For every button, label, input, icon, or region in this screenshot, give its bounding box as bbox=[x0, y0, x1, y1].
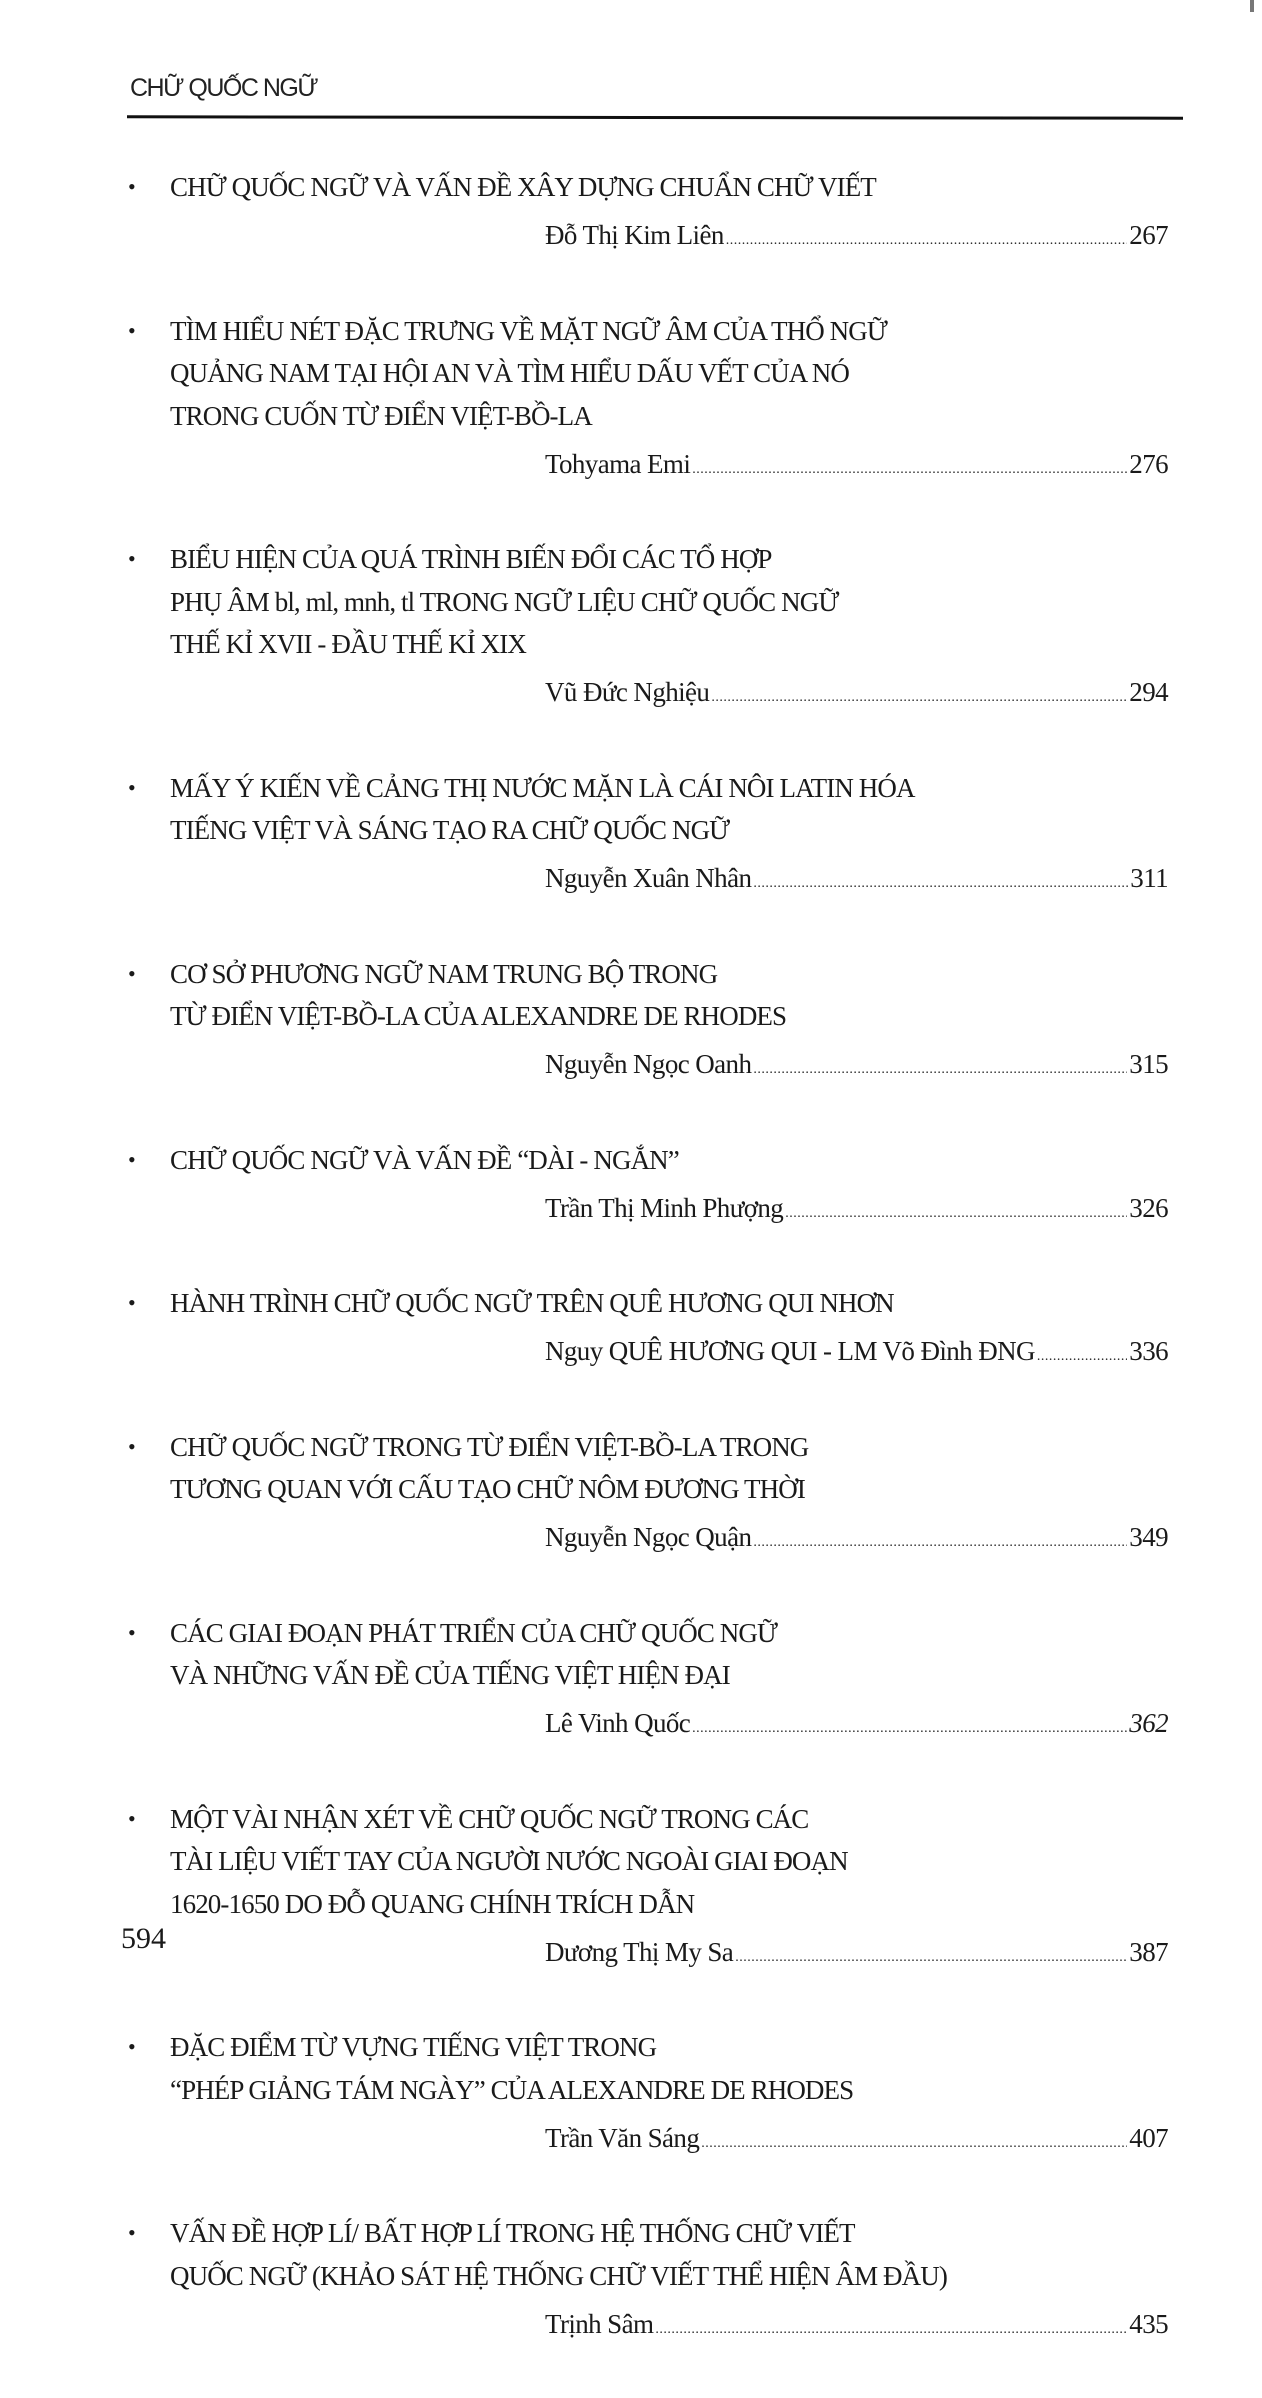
toc-entry bbox=[0, 1798, 1262, 1974]
toc-entry bbox=[0, 538, 1262, 714]
entry-author-row bbox=[545, 1330, 1168, 1373]
entry-title-line: HÀNH TRÌNH CHỮ QUỐC NGỮ TRÊN QUÊ HƯƠNG QUI NHƠN • bbox=[0, 1282, 1262, 1325]
dot-leader bbox=[735, 1937, 1127, 1980]
entry-author: Trịnh Sâm bbox=[545, 2308, 654, 2339]
entry-page-number: 336 bbox=[1129, 1336, 1168, 1366]
entry-author-row bbox=[545, 1931, 1168, 1974]
entry-author: Đỗ Thị Kim Liên bbox=[545, 220, 724, 250]
entry-title-line: VÀ NHỮNG VẤN ĐỀ CỦA TIẾNG VIỆT HIỆN ĐẠI bbox=[170, 1660, 730, 1690]
entry-title-line: QUỐC NGỮ (KHẢO SÁT HỆ THỐNG CHỮ VIẾT THỂ HIỆN ÂM ĐẦU) bbox=[170, 2260, 947, 2291]
entry-title-line: VẤN ĐỀ HỢP LÍ/ BẤT HỢP LÍ TRONG HỆ THỐNG CHỮ VIẾT • bbox=[0, 2212, 1262, 2255]
entry-title-line: CƠ SỞ PHƯƠNG NGỮ NAM TRUNG BỘ TRONG • bbox=[0, 953, 1262, 996]
bullet-icon: • bbox=[128, 960, 135, 986]
table-of-contents bbox=[0, 166, 1262, 2398]
dot-leader bbox=[1037, 1336, 1127, 1379]
entry-author: Nguyễn Ngọc Oanh bbox=[545, 1049, 752, 1079]
entry-title-line: CHỮ QUỐC NGỮ VÀ VẤN ĐỀ “DÀI - NGẮN” • bbox=[0, 1139, 1262, 1182]
entry-title-line: TÀI LIỆU VIẾT TAY CỦA NGƯỜI NƯỚC NGOÀI GIAI ĐOẠN bbox=[170, 1846, 848, 1876]
toc-entry bbox=[0, 1426, 1262, 1559]
toc-entry bbox=[0, 2026, 1262, 2159]
entry-page-number: 294 bbox=[1129, 677, 1168, 707]
entry-title-line: PHỤ ÂM bl, ml, mnh, tl TRONG NGỮ LIỆU CHỮ QUỐC NGỮ bbox=[170, 586, 839, 617]
entry-page-number: 435 bbox=[1129, 2308, 1168, 2339]
entry-author-row bbox=[545, 857, 1168, 900]
toc-entry bbox=[0, 2212, 1262, 2345]
dot-leader bbox=[692, 1708, 1127, 1751]
entry-title-line: TỪ ĐIỂN VIỆT-BỒ-LA CỦA ALEXANDRE DE RHODES bbox=[170, 1001, 787, 1031]
entry-title-line: TÌM HIỂU NÉT ĐẶC TRƯNG VỀ MẶT NGỮ ÂM CỦA THỔ NGỮ • bbox=[0, 310, 1262, 353]
toc-entry bbox=[0, 1612, 1262, 1745]
entry-title-line: “PHÉP GIẢNG TÁM NGÀY” CỦA ALEXANDRE DE RHODES bbox=[170, 2074, 854, 2105]
entry-page-number: 387 bbox=[1129, 1936, 1168, 1967]
entry-page-number: 407 bbox=[1129, 2122, 1168, 2153]
entry-author: Nguyễn Ngọc Quận bbox=[545, 1522, 752, 1552]
bullet-icon: • bbox=[128, 1619, 135, 1645]
entry-author: Vũ Đức Nghiệu bbox=[545, 677, 710, 707]
bullet-icon: • bbox=[128, 1433, 135, 1459]
entry-title-line: QUẢNG NAM TẠI HỘI AN VÀ TÌM HIỂU DẤU VẾT CỦA NÓ bbox=[170, 358, 849, 388]
entry-page-number: 326 bbox=[1129, 1192, 1168, 1223]
entry-author-row bbox=[545, 671, 1168, 714]
dot-leader bbox=[753, 863, 1128, 906]
entry-title-line: MỘT VÀI NHẬN XÉT VỀ CHỮ QUỐC NGỮ TRONG CÁC • bbox=[0, 1798, 1262, 1841]
entry-title-line: BIỂU HIỆN CỦA QUÁ TRÌNH BIẾN ĐỔI CÁC TỔ HỢP • bbox=[0, 538, 1262, 581]
entry-author: Nguy QUÊ HƯƠNG QUI - LM Võ Đình ĐNG bbox=[545, 1336, 1035, 1366]
entry-author: Trần Thị Minh Phượng bbox=[545, 1192, 784, 1223]
dot-leader bbox=[753, 1522, 1127, 1565]
entry-author: Trần Văn Sáng bbox=[545, 2122, 700, 2153]
entry-title-line: MẤY Ý KIẾN VỀ CẢNG THỊ NƯỚC MẶN LÀ CÁI NÔI LATIN HÓA • bbox=[0, 767, 1262, 810]
header-rule bbox=[127, 115, 1183, 119]
bullet-icon: • bbox=[128, 1146, 135, 1172]
entry-author-row bbox=[545, 1702, 1168, 1745]
entry-author-row bbox=[545, 1043, 1168, 1086]
toc-entry bbox=[0, 953, 1262, 1086]
entry-title-line: 1620-1650 DO ĐỖ QUANG CHÍNH TRÍCH DẪN bbox=[170, 1888, 695, 1919]
dot-leader bbox=[711, 677, 1127, 720]
entry-title-line: CHỮ QUỐC NGỮ TRONG TỪ ĐIỂN VIỆT-BỒ-LA TRONG • bbox=[0, 1426, 1262, 1469]
entry-title-line: ĐẶC ĐIỂM TỪ VỰNG TIẾNG VIỆT TRONG • bbox=[0, 2026, 1262, 2069]
entry-author-row bbox=[545, 2117, 1168, 2160]
dot-leader bbox=[692, 449, 1127, 492]
toc-entry bbox=[0, 310, 1262, 486]
toc-entry bbox=[0, 166, 1262, 257]
bullet-icon: • bbox=[128, 774, 135, 800]
dot-leader bbox=[655, 2309, 1127, 2352]
bullet-icon: • bbox=[128, 317, 135, 343]
entry-author-row bbox=[545, 214, 1168, 257]
entry-page-number: 362 bbox=[1129, 1708, 1168, 1738]
entry-title-line: CHỮ QUỐC NGỮ VÀ VẤN ĐỀ XÂY DỰNG CHUẨN CHỮ VIẾT • bbox=[0, 166, 1262, 209]
entry-author: Lê Vinh Quốc bbox=[545, 1708, 691, 1738]
entry-author: Nguyễn Xuân Nhân bbox=[545, 863, 752, 893]
running-head: CHỮ QUỐC NGỮ bbox=[130, 74, 318, 102]
entry-title-line: CÁC GIAI ĐOẠN PHÁT TRIỂN CỦA CHỮ QUỐC NGỮ • bbox=[0, 1612, 1262, 1655]
bullet-icon: • bbox=[128, 2034, 135, 2059]
toc-entry bbox=[0, 1139, 1262, 1230]
page-number: 594 bbox=[121, 1922, 166, 1955]
dot-leader bbox=[753, 1049, 1127, 1092]
bullet-icon: • bbox=[128, 1805, 135, 1831]
bullet-icon: • bbox=[128, 1290, 135, 1315]
entry-author: Tohyama Emi bbox=[545, 448, 691, 479]
bullet-icon: • bbox=[128, 2220, 135, 2245]
entry-author-row bbox=[545, 443, 1168, 486]
entry-author-row bbox=[545, 1187, 1168, 1230]
entry-title-line: TRONG CUỐN TỪ ĐIỂN VIỆT-BỒ-LA bbox=[170, 400, 592, 431]
entry-page-number: 311 bbox=[1130, 863, 1168, 893]
entry-author-row bbox=[545, 2303, 1168, 2346]
entry-title-line: TƯƠNG QUAN VỚI CẤU TẠO CHỮ NÔM ĐƯƠNG THỜI bbox=[170, 1474, 805, 1504]
entry-author: Dương Thị My Sa bbox=[545, 1936, 734, 1967]
entry-author-row bbox=[545, 1516, 1168, 1559]
dot-leader bbox=[785, 1193, 1127, 1236]
dot-leader bbox=[726, 220, 1128, 263]
entry-page-number: 276 bbox=[1129, 448, 1168, 479]
scan-mark bbox=[1250, 0, 1254, 12]
toc-entry bbox=[0, 767, 1262, 900]
entry-title-line: THẾ KỈ XVII - ĐẦU THẾ KỈ XIX bbox=[170, 629, 526, 659]
entry-title-line: TIẾNG VIỆT VÀ SÁNG TẠO RA CHỮ QUỐC NGỮ bbox=[170, 815, 730, 845]
toc-entry bbox=[0, 1282, 1262, 1373]
bullet-icon: • bbox=[128, 546, 135, 571]
entry-page-number: 267 bbox=[1129, 220, 1168, 250]
bullet-icon: • bbox=[128, 174, 135, 199]
dot-leader bbox=[701, 2123, 1127, 2166]
entry-page-number: 315 bbox=[1129, 1049, 1168, 1079]
entry-page-number: 349 bbox=[1129, 1522, 1168, 1552]
